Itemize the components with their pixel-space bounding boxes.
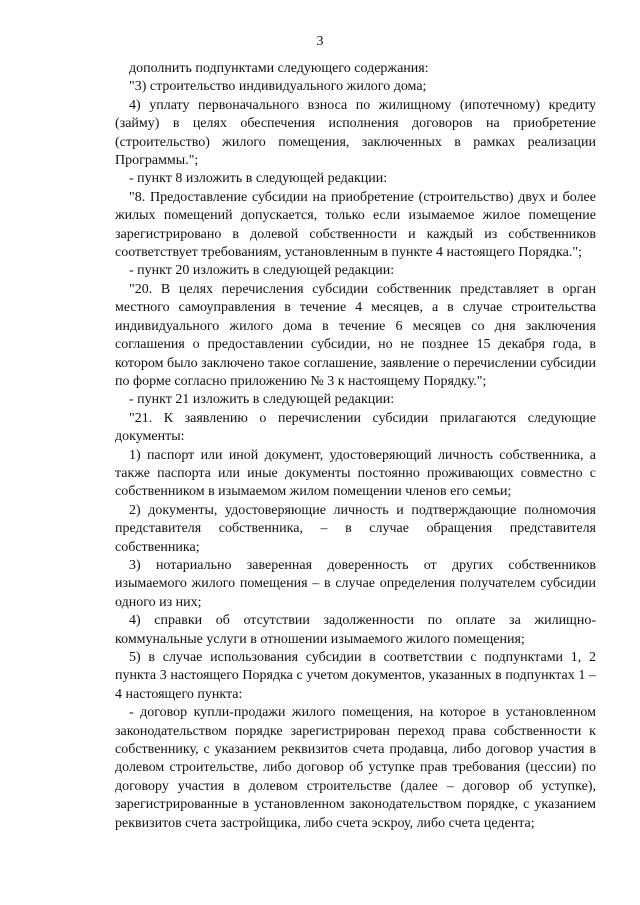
paragraph-amend-point-8: - пункт 8 изложить в следующей редакции:	[129, 171, 388, 187]
paragraph-doc-2: 2) документы, удостоверяющие личность и подтверждающие полномочия представителя собственника, – в случае обращения представителя собственника;	[115, 502, 596, 555]
page-number: 3	[316, 34, 324, 49]
paragraph-point-8: "8. Предоставление субсидии на приобретение (строительство) двух и более жилых помещений допускается, только если изымаемое жилое помещение зарегистрировано в долевой собственности и каждый из собственников соответствует требованиям, установленным в пункте 4 настоящего Порядка.";	[115, 189, 596, 261]
paragraph-doc-3: 3) нотариально заверенная доверенность от других собственников изымаемого жилого помещения – в случае определения получателем субсидии одного из них;	[115, 557, 596, 610]
paragraph-point-20: "20. В целях перечисления субсидии собственник представляет в орган местного самоуправления в течение 4 месяцев, а в случае строительства индивидуального жилого дома в течение 6 месяцев со дня заключения соглашения о предоставлении субсидии, но не позднее 15 декабря года, в котором было заключено такое соглашение, заявление о перечислении субсидии по форме согласно приложению № 3 к настоящему Порядку.";	[115, 281, 596, 389]
paragraph-intro: дополнить подпунктами следующего содержания:	[129, 61, 429, 76]
document-body	[115, 60, 596, 833]
paragraph-doc-4: 4) справки об отсутствии задолженности по оплате за жилищно-коммунальные услуги в отношении изымаемого жилого помещения;	[115, 613, 596, 647]
paragraph-amend-point-21: - пункт 21 изложить в следующей редакции:	[129, 392, 395, 408]
paragraph-doc-5: 5) в случае использования субсидии в соответствии с подпунктами 1, 2 пункта 3 настоящего Порядка с учетом документов, указанных в подпунктах 1 – 4 настоящего пункта:	[115, 650, 596, 702]
paragraph-subitem-4: 4) уплату первоначального взноса по жилищному (ипотечному) кредиту (займу) в целях обеспечения исполнения договоров на приобретение (строительство) жилого помещения, заключенных в рамках реализации Программы.";	[115, 97, 596, 169]
paragraph-point-21: "21. К заявлению о перечислении субсидии прилагаются следующие документы:	[115, 410, 596, 445]
paragraph-subitem-3: "3) строительство индивидуального жилого дома;	[129, 79, 427, 95]
paragraph-contract: - договор купли-продажи жилого помещения, на которое в установленном законодательством порядке зарегистрирован переход права собственности к собственнику, с указанием реквизитов счета продавца, либо договор участия в долевом строительстве, либо договор об уступке прав требования (цессии) по договору участия в долевом строительстве (далее – договор об уступке), зарегистрированные в установленном законодательством порядке, с указанием реквизитов счета застройщика, либо счета эскроу, либо счета цедента;	[115, 705, 596, 831]
paragraph-doc-1: 1) паспорт или иной документ, удостоверяющий личность собственника, а также паспорта или иные документы постоянно проживающих совместно с собственником в изымаемом жилом помещении членов его семьи;	[115, 447, 596, 500]
paragraph-amend-point-20: - пункт 20 изложить в следующей редакции:	[129, 263, 395, 279]
